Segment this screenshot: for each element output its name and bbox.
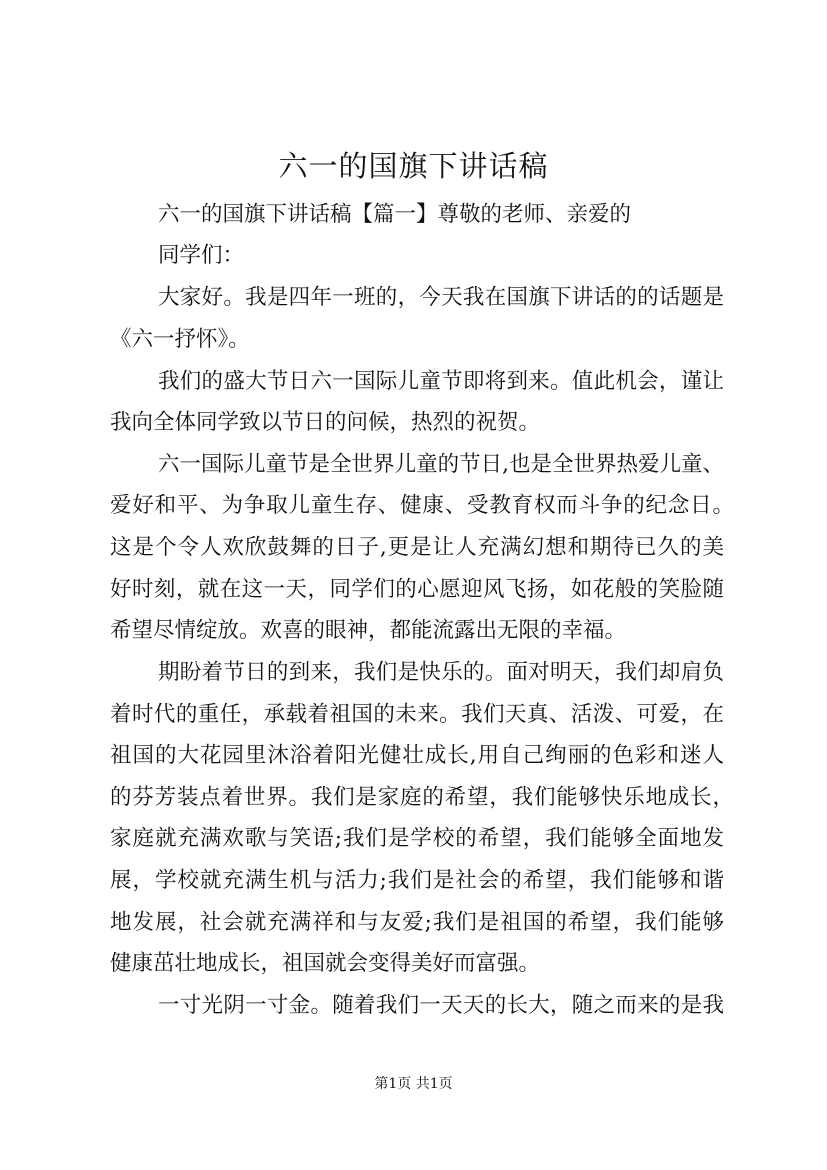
body-line: 健康茁壮地成长，祖国就会变得美好而富强。 <box>110 951 541 976</box>
body-line: 家庭就充满欢歌与笑语;我们是学校的希望，我们能够全面地发 <box>110 826 724 851</box>
body-line: 六一的国旗下讲话稿【篇一】尊敬的老师、亲爱的 <box>158 202 632 227</box>
page-number: 第1页 共1页 <box>374 1076 453 1092</box>
body-line: 我们的盛大节日六一国际儿童节即将到来。值此机会，谨让 <box>158 369 724 394</box>
body-line: 大家好。我是四年一班的，今天我在国旗下讲话的的话题是 <box>158 285 724 310</box>
body-line: 六一国际儿童节是全世界儿童的节日,也是全世界热爱儿童、 <box>158 452 724 477</box>
body-line: 好时刻，就在这一天，同学们的心愿迎风飞扬，如花般的笑脸随 <box>110 577 724 602</box>
body-line: 祖国的大花园里沐浴着阳光健壮成长,用自己绚丽的色彩和迷人 <box>110 743 724 768</box>
body-line: 《六一抒怀》。 <box>110 327 250 352</box>
body-line: 期盼着节日的到来，我们是快乐的。面对明天，我们却肩负 <box>158 660 724 685</box>
body-line: 我向全体同学致以节日的问候，热烈的祝贺。 <box>110 410 541 435</box>
body-line: 着时代的重任，承载着祖国的未来。我们天真、活泼、可爱，在 <box>110 702 724 727</box>
body-line: 一寸光阴一寸金。随着我们一天天的长大，随之而来的是我 <box>158 993 724 1018</box>
body-line: 爱好和平、为争取儿童生存、健康、受教育权而斗争的纪念日。 <box>110 493 734 518</box>
body-line: 这是个令人欢欣鼓舞的日子,更是让人充满幻想和期待已久的美 <box>110 535 724 560</box>
body-line: 的芬芳装点着世界。我们是家庭的希望，我们能够快乐地成长， <box>110 785 734 810</box>
body-line: 希望尽情绽放。欢喜的眼神，都能流露出无限的幸福。 <box>110 618 627 643</box>
body-line: 地发展，社会就充满祥和与友爱;我们是祖国的希望，我们能够 <box>110 910 724 935</box>
document-title: 六一的国旗下讲话稿 <box>278 149 549 183</box>
body-line: 展，学校就充满生机与活力;我们是社会的希望，我们能够和谐 <box>110 868 724 893</box>
body-line: 同学们： <box>158 243 245 268</box>
